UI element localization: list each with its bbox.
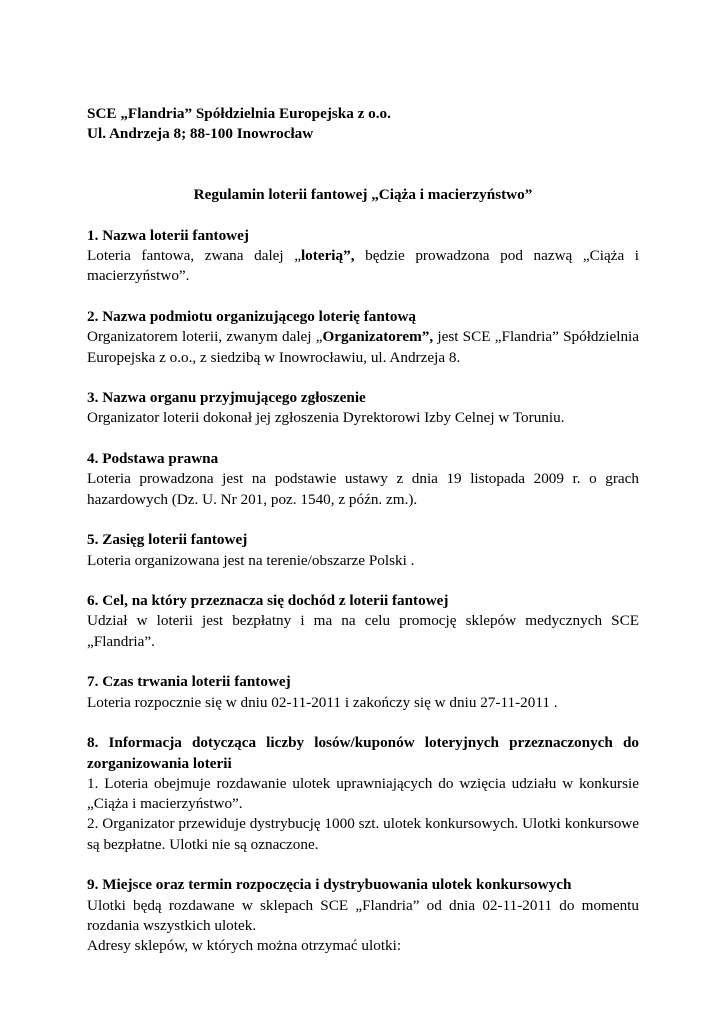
section-4-text: Loteria prowadzona jest na podstawie ustawy z dnia 19 listopada 2009 r. o grach hazardowych (Dz. U. Nr 201, poz. 1540, z późn. zm.). [87,470,639,508]
section-1-text-part: Loteria fantowa, zwana dalej „ [87,247,301,265]
section-8-heading: 8. Informacja dotycząca liczby losów/kuponów loteryjnych przeznaczonych do zorganizowania loterii [87,734,639,772]
section-2-text-bold: Organizatorem”, [322,328,434,346]
organizer-address: Ul. Andrzeja 8; 88-100 Inowrocław [87,125,314,143]
section-1-text [87,246,639,287]
section-2-text-part: Organizatorem loterii, zwanym dalej „ [87,328,323,346]
section-2-text [87,327,639,368]
section-8-item-1: 1. Loteria obejmuje rozdawanie ulotek uprawniających do wzięcia udziału w konkursie „Ciąża i macierzyństwo”. [87,774,639,813]
section-7-text: Loteria rozpocznie się w dniu 02-11-2011 i zakończy się w dniu 27-11-2011 . [87,693,558,711]
section-7-heading: 7. Czas trwania loterii fantowej [87,673,291,691]
organizer-name: SCE „Flandria” Spółdzielnia Europejska z o.o. [87,105,391,122]
section-5-heading: 5. Zasięg loterii fantowej [87,531,248,549]
section-9 [87,875,639,956]
section-9-heading: 9. Miejsce oraz termin rozpoczęcia i dystrybuowania ulotek konkursowych [87,876,572,894]
section-2 [87,307,639,368]
section-6-text: Udział w loterii jest bezpłatny i ma na celu promocję sklepów medycznych SCE „Flandria”. [87,612,639,650]
section-8-item-2: 2. Organizator przewiduje dystrybucję 1000 szt. ulotek konkursowych. Ulotki konkursowe są bezpłatne. Ulotki nie są oznaczone. [87,815,639,853]
section-9-text: Ulotki będą rozdawane w sklepach SCE „Flandria” od dnia 02-11-2011 do momentu rozdania wszystkich ulotek. [87,896,639,934]
section-3 [87,388,639,429]
section-5-text: Loteria organizowana jest na terenie/obszarze Polski . [87,551,415,569]
section-4 [87,449,639,510]
section-6-heading: 6. Cel, na który przeznacza się dochód z loterii fantowej [87,592,449,610]
section-9-addresses-intro: Adresy sklepów, w których można otrzymać ulotki: [87,937,402,955]
section-5 [87,530,639,571]
section-2-text-part: jest SCE „Flandria” Spółdzielnia Europejska z o.o., z siedzibą w Inowrocławiu, ul. Andrzeja 8. [87,328,639,366]
section-2-heading: 2. Nazwa podmiotu organizującego loterię fantową [87,307,417,325]
section-7 [87,672,639,713]
section-1-heading: 1. Nazwa loterii fantowej [87,226,249,244]
section-6 [87,591,639,652]
section-1-text-bold: loterią”, [300,247,355,265]
document-page [87,104,639,956]
section-8 [87,733,639,855]
section-3-text: Organizator loterii dokonał jej zgłoszenia Dyrektorowi Izby Celnej w Toruniu. [87,409,565,427]
section-4-heading: 4. Podstawa prawna [87,450,219,468]
section-3-heading: 3. Nazwa organu przyjmującego zgłoszenie [87,389,366,407]
document-title: Regulamin loterii fantowej „Ciąża i macierzyństwo” [193,186,533,204]
section-1-text-part: będzie prowadzona pod nazwą „Ciąża i macierzyństwo”. [87,247,639,285]
section-1 [87,226,639,287]
